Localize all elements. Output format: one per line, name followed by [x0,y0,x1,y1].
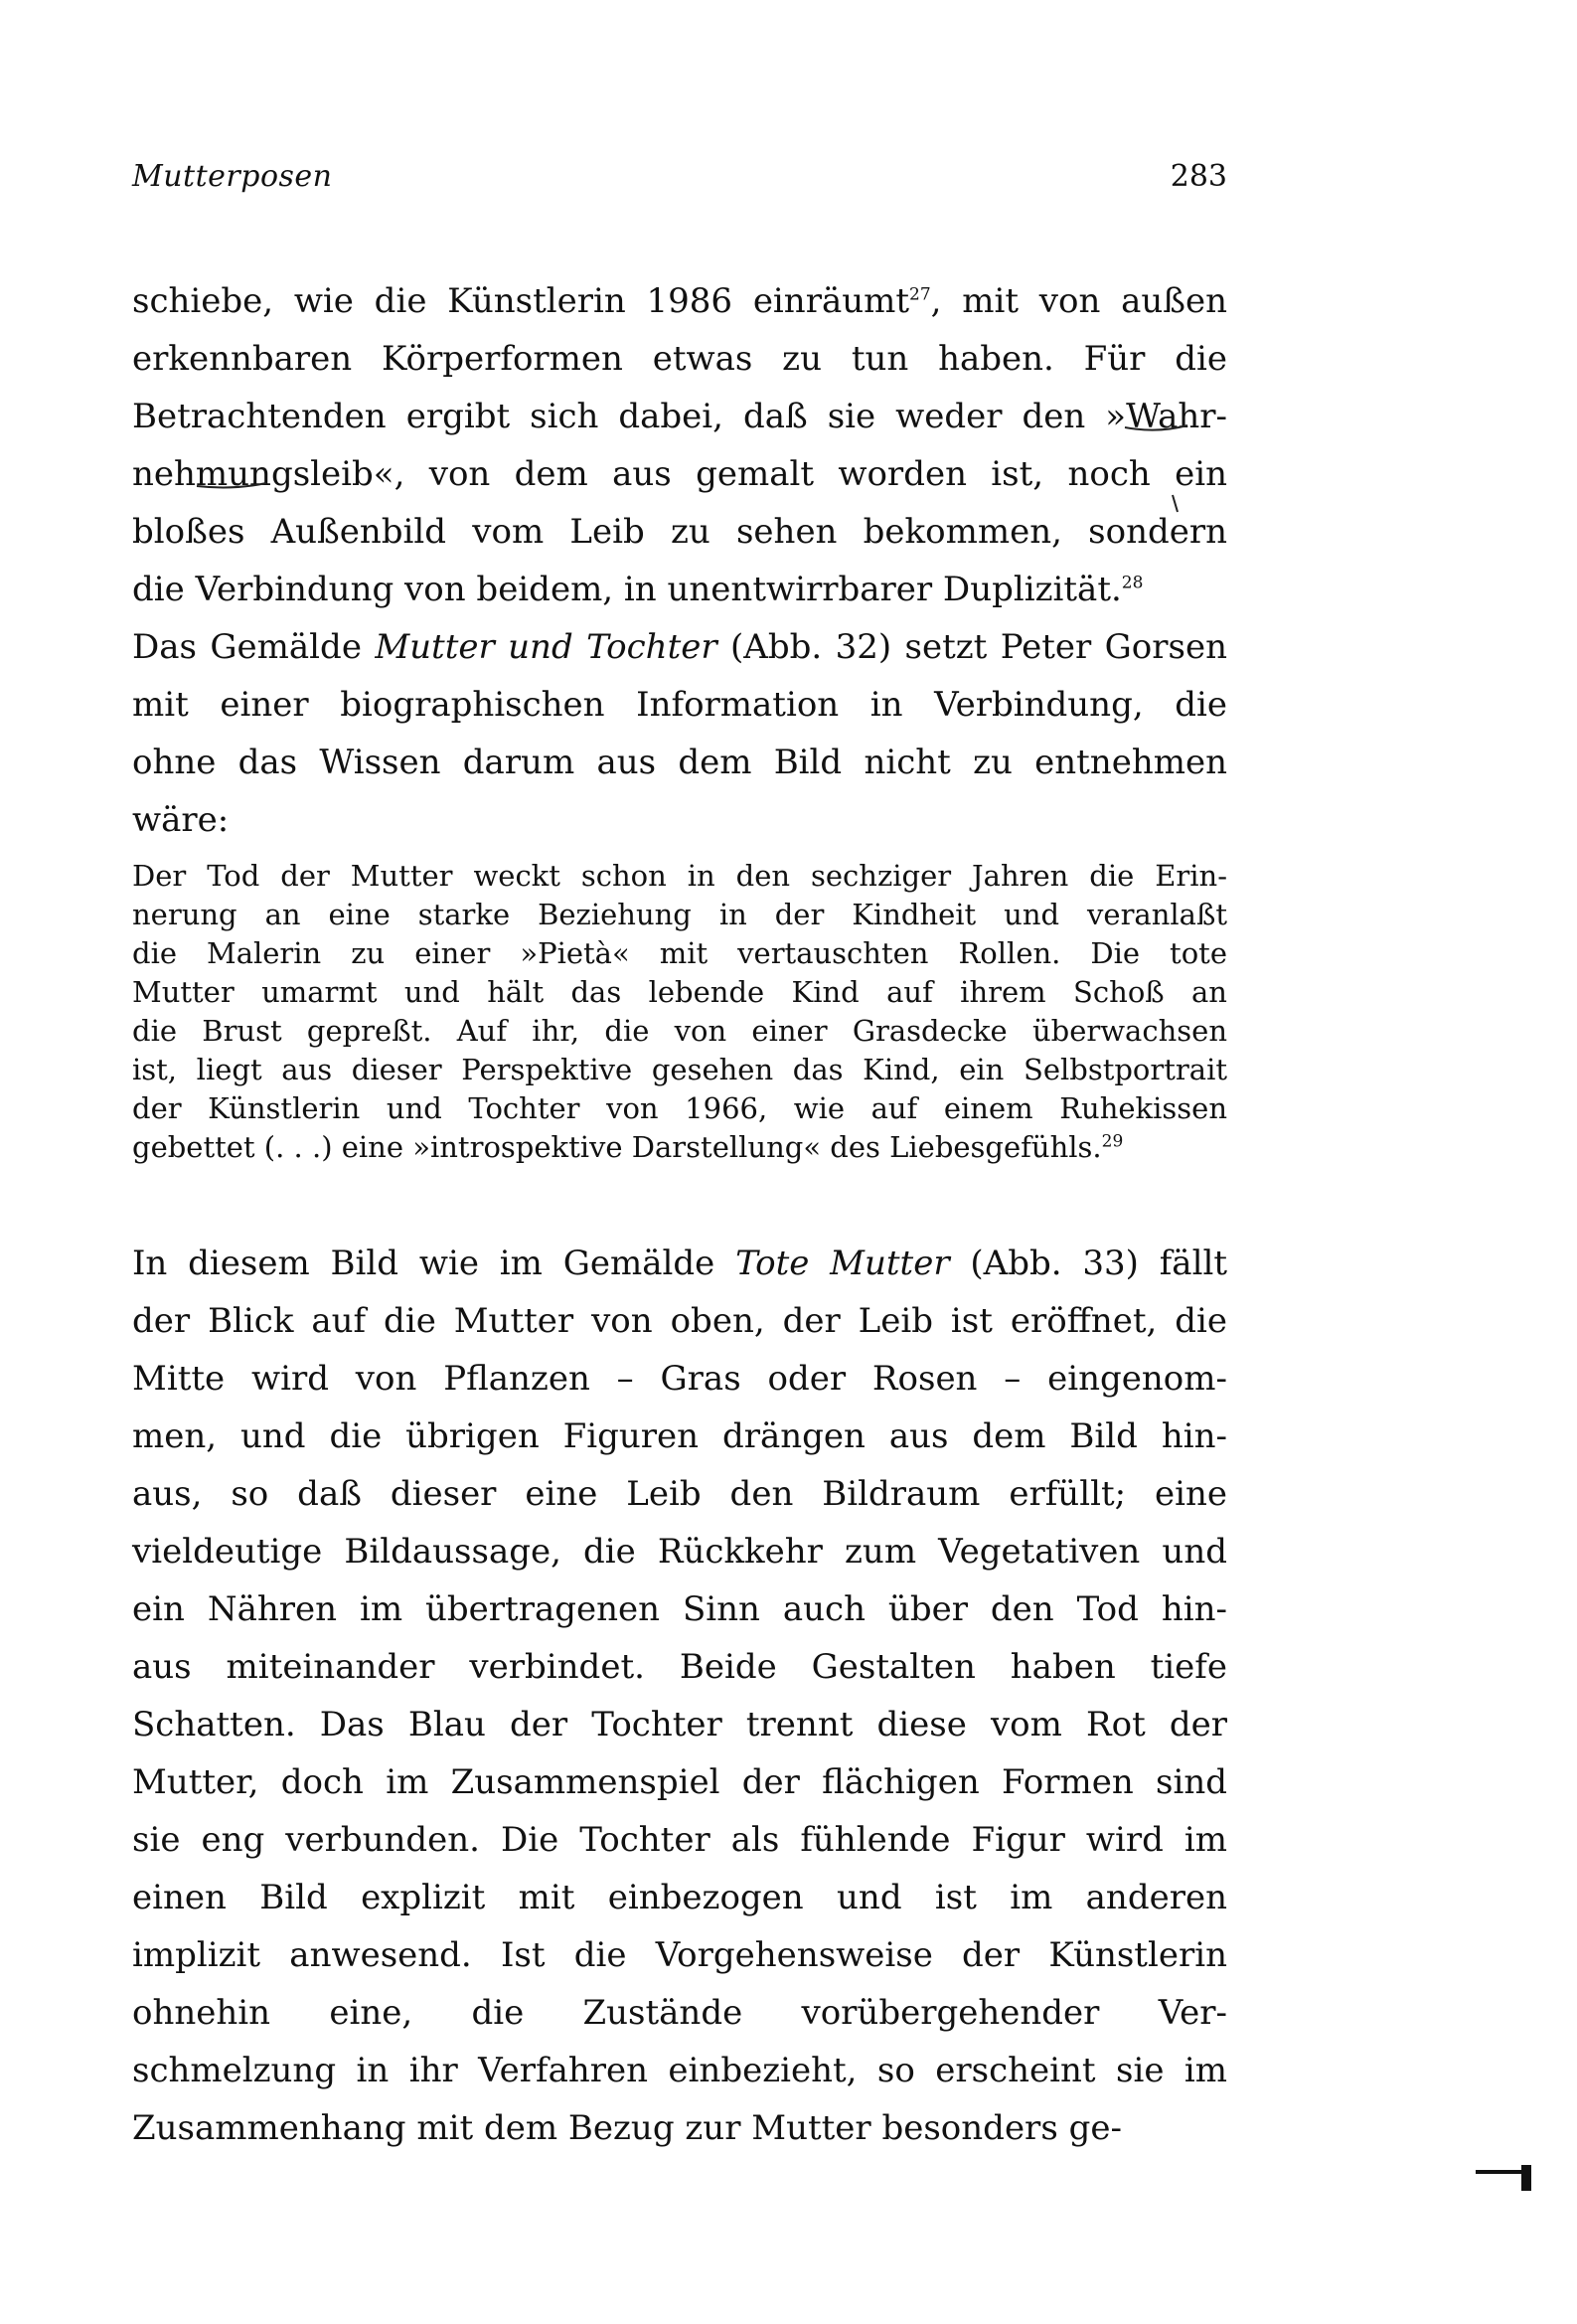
text-fragment: aus, so daß dieser eine Leib den Bildraum erfüllt; eine [132,1474,1227,1514]
text-fragment: (Abb. 33) fällt [949,1244,1227,1283]
text-fragment: Zusammenhang mit dem Bezug zur Mutter besonders ge- [132,2108,1122,2148]
handwritten-underline-mark [197,483,266,487]
handwritten-underline-mark [1173,495,1178,512]
text-fragment: erkennbaren Körperformen etwas zu tun haben. Für die [132,339,1227,379]
text-fragment: einen Bild explizit mit einbezogen und ist im anderen [132,1878,1227,1917]
text-fragment: schmelzung in ihr Verfahren einbezieht, so erscheint sie im [132,2051,1227,2090]
text-fragment: die Malerin zu einer »Pietà« mit vertauschten Rollen. Die tote [132,936,1227,970]
page-number: 283 [1170,159,1227,194]
text-fragment: die Brust gepreßt. Auf ihr, die von einer Grasdecke überwachsen [132,1014,1227,1048]
text-fragment: Schatten. Das Blau der Tochter trennt diese vom Rot der [132,1705,1227,1744]
text-fragment: men, und die übrigen Figuren drängen aus dem Bild hin- [132,1416,1227,1456]
text-fragment: Mutter umarmt und hält das lebende Kind auf ihrem Schoß an [132,975,1227,1009]
footnote-ref: 29 [1101,1131,1124,1152]
text-fragment: ein Nähren im übertragenen Sinn auch über den Tod hin- [132,1589,1227,1629]
crop-mark [1521,2165,1531,2191]
text-fragment: bloßes Außenbild vom Leib zu sehen bekommen, sondern [132,512,1227,552]
text-fragment: Der Tod der Mutter weckt schon in den sechziger Jahren die Erin- [132,859,1227,893]
text-fragment: ohnehin eine, die Zustände vorübergehender Ver- [132,1993,1227,2033]
text-fragment: schiebe, wie die Künstlerin 1986 einräumt [132,281,910,321]
text-fragment: mit einer biographischen Information in Verbindung, die [132,685,1227,725]
text-fragment: ist, liegt aus dieser Perspektive gesehen das Kind, ein Selbstportrait [132,1053,1227,1086]
text-fragment: (Abb. 32) setzt Peter Gorsen [716,627,1227,667]
text-fragment: vieldeutige Bildaussage, die Rückkehr zum Vegetativen und [132,1532,1227,1572]
text-fragment: Mitte wird von Pflanzen – Gras oder Rosen – eingenom- [132,1359,1227,1399]
text-fragment: nerung an eine starke Beziehung in der Kindheit und veranlaßt [132,898,1227,931]
footnote-ref: 28 [1121,573,1144,593]
italic-title: Mutter und Tochter [375,627,717,667]
crop-mark [1476,2170,1527,2174]
text-fragment: ohne das Wissen darum aus dem Bild nicht zu entnehmen [132,743,1227,782]
footnote-ref: 27 [909,284,931,305]
text-fragment: In diesem Bild wie im Gemälde [132,1244,736,1283]
text-fragment: aus miteinander verbindet. Beide Gestalten haben tiefe [132,1647,1227,1687]
text-fragment: der Blick auf die Mutter von oben, der Leib ist eröffnet, die [132,1301,1227,1341]
text-fragment: Das Gemälde [132,627,376,667]
handwritten-underline-mark [1125,425,1187,430]
text-fragment: , mit von außen [930,281,1227,321]
text-fragment: nehmungsleib«, von dem aus gemalt worden ist, noch ein [132,454,1227,494]
running-head-title: Mutterposen [132,159,333,194]
text-fragment: Mutter, doch im Zusammenspiel der flächigen Formen sind [132,1762,1227,1802]
text-fragment: implizit anwesend. Ist die Vorgehensweise der Künstlerin [132,1935,1227,1975]
text-fragment: sie eng verbunden. Die Tochter als fühlende Figur wird im [132,1820,1227,1860]
italic-title: Tote Mutter [735,1244,950,1283]
text-fragment: wäre: [132,800,230,840]
text-fragment: Betrachtenden ergibt sich dabei, daß sie weder den »Wahr- [132,397,1227,436]
text-fragment: gebettet (. . .) eine »introspektive Darstellung« des Liebesgefühls. [132,1130,1102,1164]
text-fragment: die Verbindung von beidem, in unentwirrbarer Duplizität. [132,570,1122,609]
text-fragment: der Künstlerin und Tochter von 1966, wie auf einem Ruhekissen [132,1091,1227,1125]
